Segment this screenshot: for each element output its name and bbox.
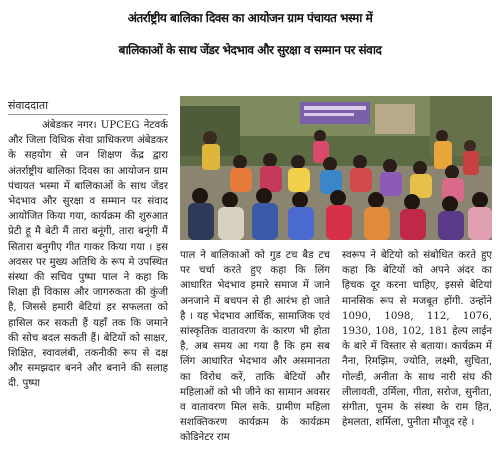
photo-illustration (180, 96, 492, 240)
byline: संवाददाता (8, 99, 49, 112)
byline-rule (8, 114, 168, 115)
column-3-text: स्वरूप ने बेटियो को संबोधित करते हुए कहा कि बेटियों को अपने अंदर का हिचक दूर करना चाहिए, इससे बेटियां मानसिक रूप से मजबूत होंगी. उन्होंने 1090, 1098, 112, 1076, 1930, 108, 102, 181 हेल्प लाईन के बारे में विस्तार से बताया। कार्यक्रम में नैना, रिमझिम, ज्योति, लक्ष्मी, सुचिता, गोल्डी, अनीता के साथ नारी संघ की लीलावती, उर्मिला, गीता, सरोज, सुनीता, संगीता, पूनम के संस्था के राम हित, हेमलता, शर्मिला, पुनीता मौजूद रहे । (342, 250, 492, 429)
article-column-3 (342, 248, 492, 454)
headline-line-1: अंतर्राष्ट्रीय बालिका दिवस का आयोजन ग्राम पंचायत भस्मा में (127, 11, 373, 25)
event-photo (180, 96, 492, 240)
column-2-text: पाल ने बालिकाओं को गुड टच बैड टच पर चर्चा करते हुए कहा कि लिंग आधारित भेदभाव हमारे समाज में जाने अनजाने में बचपन से ही आरंभ हो जाते है । यह भेदभाव आर्थिक, सामाजिक एवं सांस्कृतिक वातावरण के कारण भी होता है, अब समय आ गया है कि हम सब लिंग आधारित भेदभाव और असमानता का विरोध करें, ताकि बेटियों और महिलाओं को भी जीने का सामान अवसर व वातावरण मिल सके. ग्रामीण महिला सशक्तिकरण कार्यक्रम के कार्यक्रम कोडिनेटर राम (180, 250, 330, 444)
article-column-1 (8, 118, 168, 454)
headline (0, 2, 500, 66)
column-1-text: अंबेडकर नगर। UPCEG नेटवर्क और जिला विधिक सेवा प्राधिकरण अंबेडकर के सहयोग से जन शिक्षण केंद्र द्वारा अंतर्राष्ट्रीय बालिका दिवस का आयोजन ग्राम पंचायत भस्मा में बालिकाओं के साथ जेंडर भेदभाव और सुरक्षा व सम्मान पर संवाद आयोजित किया गया, कार्यक्रम की शुरुआत प्रेटी हू मै बेटी मैं तारा बनूंगी, तारा बनूंगी मैं सितारा बनुगीए गीत गाकर किया गया । इस अवसर पर मुख्य अतिथि के रूप मे उपस्थित संस्था की सचिव पुष्पा पाल ने कहा कि शिक्षा ही विकास और जागरुकता की कुंजी है, जिससे हमारी बेटियां हर सफलता को हासिल कर सकती हैं यहाँ तक कि जमाने की सोच बदल सकती हैं। बेटियों को साक्षर, शिक्षित, स्वावलंबी, तकनीकी रूप से दक्ष और समझदार बनने और बनाने की सलाह दी. पुष्पा (8, 120, 168, 390)
article-column-2 (180, 248, 330, 454)
headline-line-2: बालिकाओं के साथ जेंडर भेदभाव और सुरक्षा व सम्मान पर संवाद (118, 43, 382, 57)
